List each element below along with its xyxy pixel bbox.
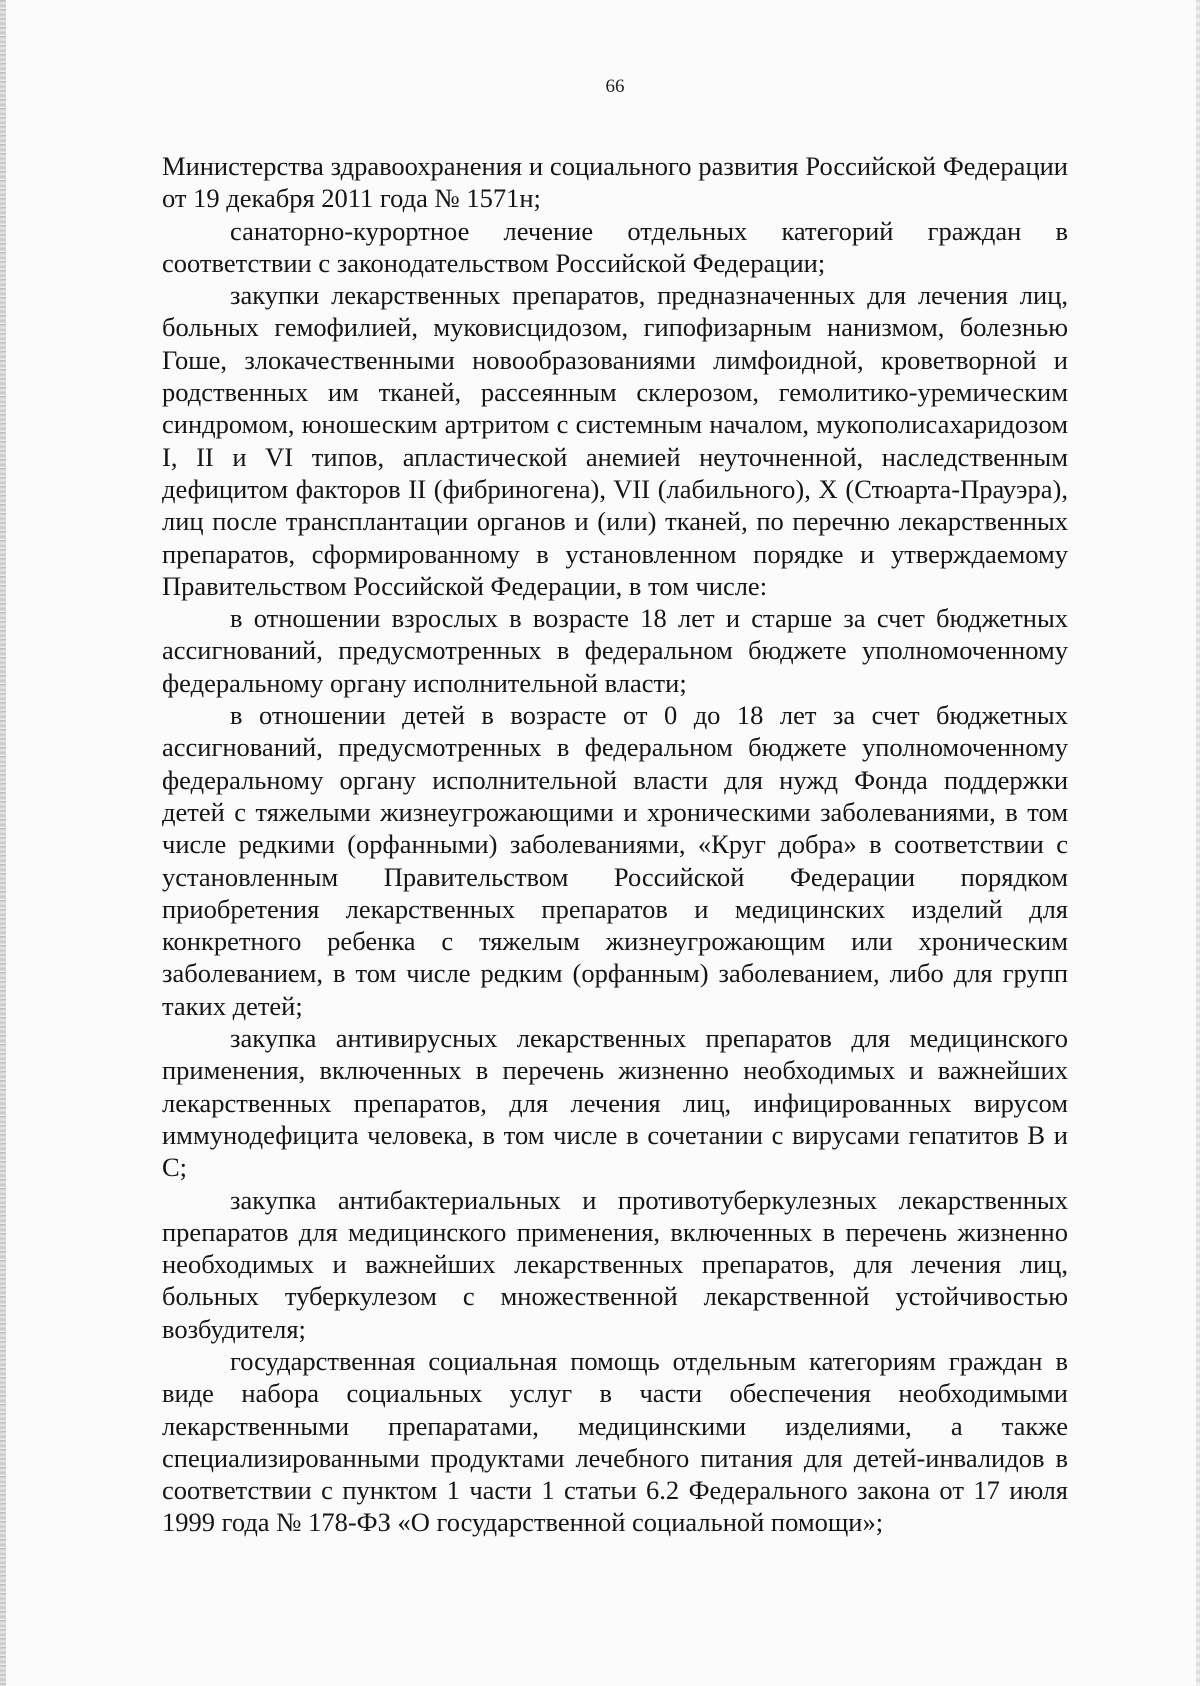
paragraph-4: в отношении взрослых в возрасте 18 лет и старше за счет бюджетных ассигнований, предусмотренных в федеральном бюджете уполномоченному федеральному органу исполнительной власти; [162, 603, 1068, 698]
paragraph-8: государственная социальная помощь отдельным категориям граждан в виде набора социальных услуг в части обеспечения необходимыми лекарственными препаратами, медицинскими изделиями, а также специализированными продуктами лечебного питания для детей-инвалидов в соответствии с пунктом 1 части 1 статьи 6.2 Федерального закона от 17 июля 1999 года № 178-ФЗ «О государственной социальной помощи»; [162, 1345, 1068, 1538]
document-body [162, 150, 1068, 1539]
page-number: 66 [605, 76, 625, 97]
paragraph-6: закупка антивирусных лекарственных препаратов для медицинского применения, включенных в перечень жизненно необходимых и важнейших лекарственных препаратов, для лечения лиц, инфицированных вирусом иммунодефицита человека, в том числе в сочетании с вирусами гепатитов B и C; [162, 1023, 1068, 1183]
scan-edge-right [1196, 0, 1200, 1686]
paragraph-3: закупки лекарственных препаратов, предназначенных для лечения лиц, больных гемофилией, муковисцидозом, гипофизарным нанизмом, болезнью Гоше, злокачественными новообразованиями лимфоидной, кроветворной и родственных им тканей, рассеянным склерозом, гемолитико-уремическим синдромом, юношеским артритом с системным началом, мукополисахаридозом I, II и VI типов, апластической анемией неуточненной, наследственным дефицитом факторов II (фибриногена), VII (лабильного), X (Стюарта-Прауэра), лиц после трансплантации органов и (или) тканей, по перечню лекарственных препаратов, сформированному в установленном порядке и утверждаемому Правительством Российской Федерации, в том числе: [162, 280, 1068, 601]
paragraph-5: в отношении детей в возрасте от 0 до 18 лет за счет бюджетных ассигнований, предусмотренных в федеральном бюджете уполномоченному федеральному органу исполнительной власти для нужд Фонда поддержки детей с тяжелыми жизнеугрожающими и хроническими заболеваниями, в том числе редкими (орфанными) заболеваниями, «Круг добра» в соответствии с установленным Правительством Российской Федерации порядком приобретения лекарственных препаратов и медицинских изделий для конкретного ребенка с тяжелым жизнеугрожающим или хроническим заболеванием, в том числе редким (орфанным) заболеванием, либо для групп таких детей; [162, 700, 1068, 1021]
paragraph-2: санаторно-курортное лечение отдельных категорий граждан в соответствии с законодательством Российской Федерации; [162, 215, 1068, 278]
scan-edge-left [0, 0, 6, 1686]
paragraph-7: закупка антибактериальных и противотуберкулезных лекарственных препаратов для медицинского применения, включенных в перечень жизненно необходимых и важнейших лекарственных препаратов, для лечения лиц, больных туберкулезом с множественной лекарственной устойчивостью возбудителя; [162, 1184, 1068, 1344]
paragraph-1: Министерства здравоохранения и социального развития Российской Федерации от 19 декабря 2011 года № 1571н; [162, 151, 1068, 214]
